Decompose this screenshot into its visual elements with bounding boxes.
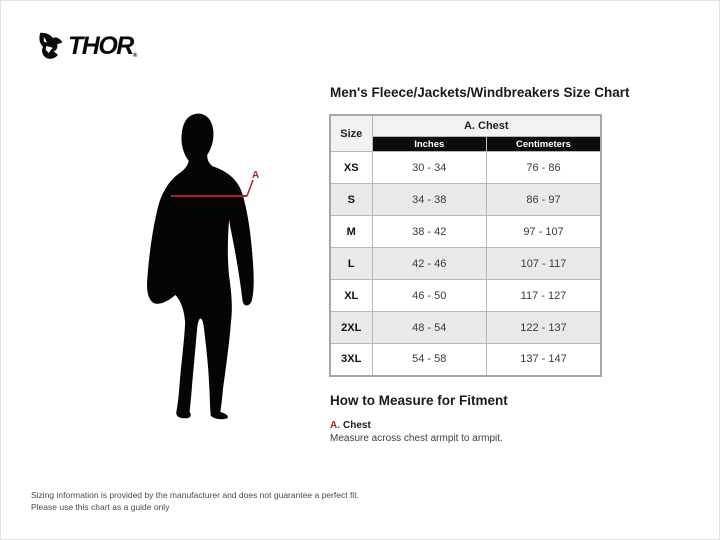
inches-cell: 42 - 46	[372, 248, 487, 280]
size-cell: XS	[330, 152, 372, 184]
thor-logo-icon	[35, 30, 65, 62]
size-cell: L	[330, 248, 372, 280]
measurement-item-label: Chest	[343, 420, 371, 431]
size-chart-title: Men's Fleece/Jackets/Windbreakers Size Chart	[330, 85, 630, 100]
inches-cell: 30 - 34	[372, 152, 487, 184]
inches-cell: 48 - 54	[372, 312, 487, 344]
table-row	[330, 248, 601, 280]
centimeters-column-header: Centimeters	[487, 137, 602, 152]
table-row	[330, 312, 601, 344]
registered-mark: ®	[132, 52, 136, 59]
measurement-guide-section	[330, 393, 508, 444]
inches-cell: 46 - 50	[372, 280, 487, 312]
chest-marker-label: A	[252, 170, 260, 181]
centimeters-cell: 117 - 127	[487, 280, 602, 312]
table-row	[330, 216, 601, 248]
measurement-item-description: Measure across chest armpit to armpit.	[330, 433, 503, 444]
centimeters-cell: 76 - 86	[487, 152, 602, 184]
size-column-header: Size	[330, 115, 372, 152]
size-cell: 2XL	[330, 312, 372, 344]
size-cell: 3XL	[330, 344, 372, 376]
measurement-guide-heading: How to Measure for Fitment	[330, 393, 508, 408]
centimeters-cell: 86 - 97	[487, 184, 602, 216]
table-row	[330, 152, 601, 184]
centimeters-cell: 107 - 117	[487, 248, 602, 280]
size-chart-table	[329, 114, 602, 377]
table-row	[330, 280, 601, 312]
inches-column-header: Inches	[372, 137, 487, 152]
measurement-item-key: A.	[330, 420, 340, 431]
disclaimer-line-1: Sizing information is provided by the manufacturer and does not guarantee a perfect fit.	[31, 490, 359, 500]
size-cell: S	[330, 184, 372, 216]
chest-pointer-line	[247, 180, 253, 196]
thor-logo	[35, 30, 136, 62]
inches-cell: 54 - 58	[372, 344, 487, 376]
sizing-disclaimer	[31, 489, 359, 514]
table-row	[330, 184, 601, 216]
size-cell: M	[330, 216, 372, 248]
centimeters-cell: 122 - 137	[487, 312, 602, 344]
inches-cell: 38 - 42	[372, 216, 487, 248]
thor-logo-text: THOR®	[68, 31, 136, 60]
size-cell: XL	[330, 280, 372, 312]
centimeters-cell: 137 - 147	[487, 344, 602, 376]
chest-group-header: A. Chest	[372, 115, 601, 137]
centimeters-cell: 97 - 107	[487, 216, 602, 248]
male-silhouette	[147, 114, 254, 420]
body-silhouette-figure	[121, 96, 321, 451]
disclaimer-line-2: Please use this chart as a guide only	[31, 502, 170, 513]
inches-cell: 34 - 38	[372, 184, 487, 216]
table-row	[330, 344, 601, 376]
measurement-item-title	[330, 420, 508, 431]
